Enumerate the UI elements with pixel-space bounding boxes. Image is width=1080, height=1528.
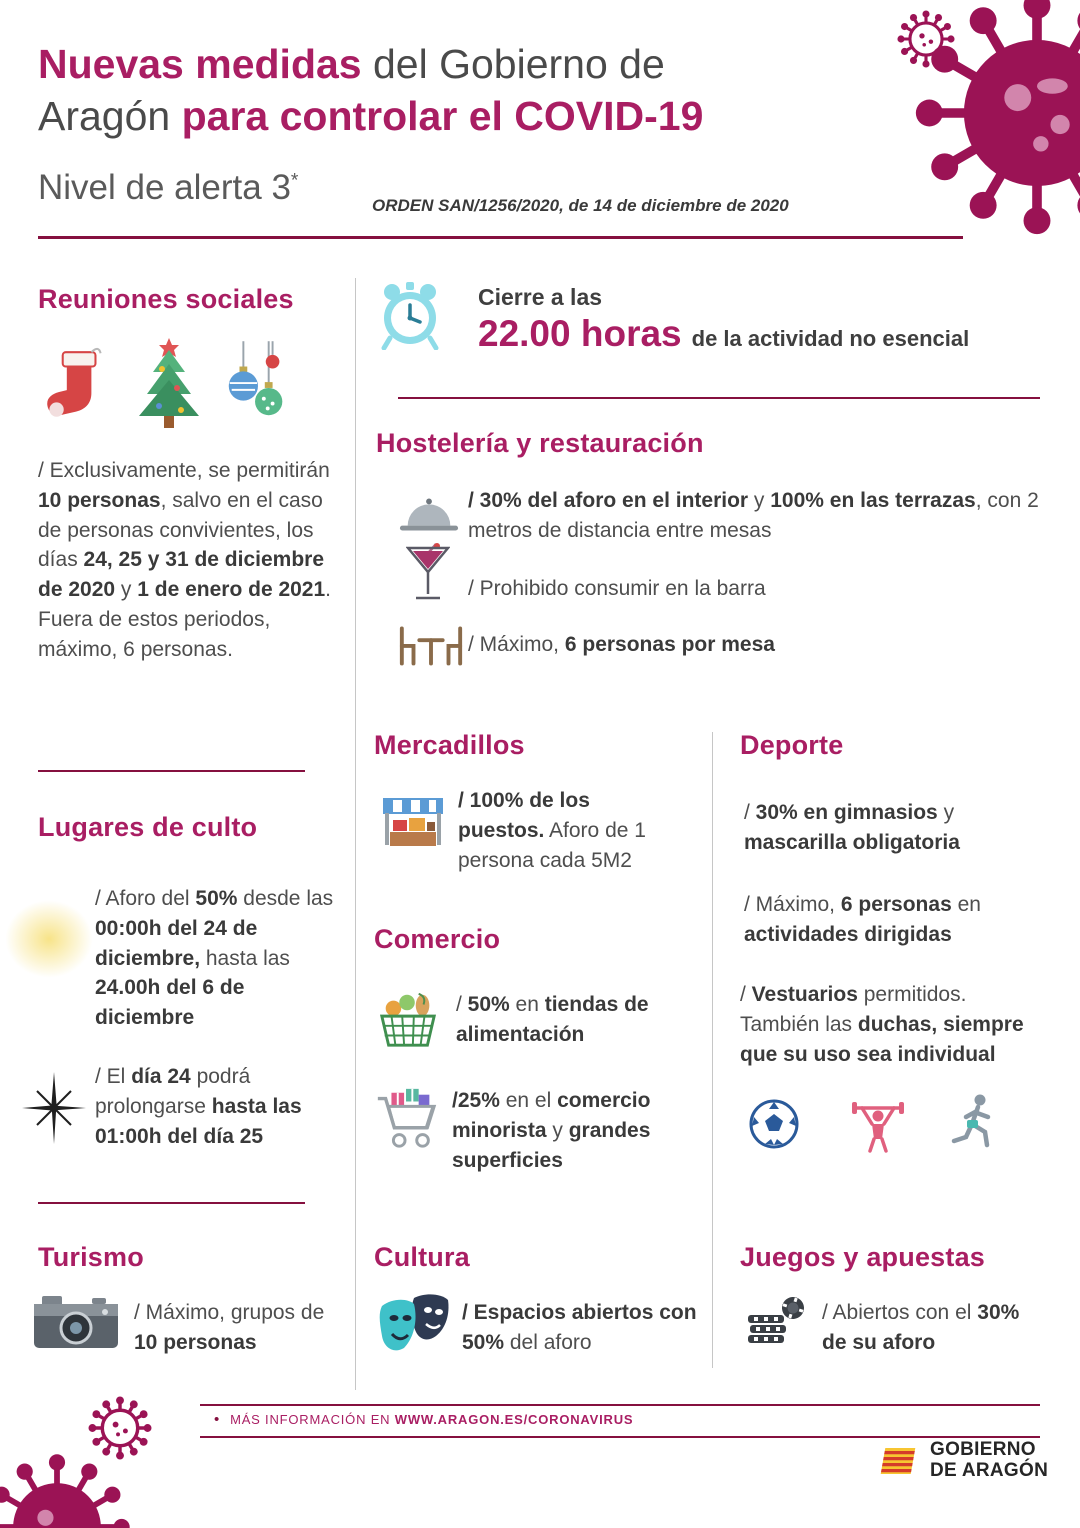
page-title-line2: Aragón para controlar el COVID-19	[38, 93, 704, 140]
poker-chips-icon	[742, 1294, 806, 1348]
closure-rest: de la actividad no esencial	[691, 326, 970, 351]
camera-icon	[32, 1292, 120, 1352]
ornaments-icon	[220, 340, 294, 432]
reuniones-text: / Exclusivamente, se permitirán 10 personas, salvo en el caso de personas convivientes, los días 24, 25 y 31 de diciembre de 2020 y 1 de enero de 2021. Fuera de estos periodos, máximo, 6 personas.	[38, 459, 332, 661]
closure-time: 22.00 horas	[478, 313, 682, 354]
christmas-tree-icon	[128, 336, 210, 432]
section-title-mercadillos: Mercadillos	[374, 730, 525, 760]
runner-icon	[946, 1092, 1000, 1152]
comercio-item: / 50% en tiendas de alimentación	[456, 993, 649, 1046]
cocktail-icon	[406, 542, 450, 604]
culto-item: / El día 24 podrá prolongarse hasta las 01:00h del día 25	[95, 1065, 302, 1148]
section-title-deporte: Deporte	[740, 730, 844, 760]
logo-text	[930, 1440, 1048, 1481]
closure-intro: Cierre a las	[478, 284, 603, 310]
mercadillos-item: / 100% de los puestos. Aforo de 1 persona cada 5M2	[458, 789, 646, 872]
section-title-comercio: Comercio	[374, 924, 501, 954]
page-title-line1: Nuevas medidas del Gobierno de	[38, 41, 665, 87]
divider	[712, 732, 713, 1368]
cloche-icon	[398, 492, 460, 538]
logo-line2: DE ARAGÓN	[930, 1459, 1049, 1481]
section-title-juegos: Juegos y apuestas	[740, 1242, 986, 1272]
section-title-turismo: Turismo	[38, 1242, 144, 1272]
glow-icon	[5, 900, 93, 978]
cultura-item: / Espacios abiertos con 50% del aforo	[462, 1301, 697, 1354]
logo-line1: GOBIERNO	[930, 1439, 1036, 1460]
section-title-culto: Lugares de culto	[38, 812, 258, 842]
alarm-clock-icon	[374, 278, 446, 350]
juegos-item: / Abiertos con el 30% de su aforo	[822, 1301, 1020, 1354]
virus-icon	[0, 1452, 132, 1528]
hosteleria-item: / Prohibido consumir en la barra	[468, 577, 766, 600]
footer-divider-top	[200, 1404, 1040, 1406]
alert-level	[38, 168, 298, 208]
soccer-ball-icon	[748, 1098, 800, 1150]
market-stall-icon	[380, 790, 446, 856]
divider	[398, 397, 1040, 399]
grocery-basket-icon	[376, 990, 440, 1050]
alert-level-text: Nivel de alerta 3	[38, 168, 291, 207]
stocking-icon	[44, 344, 106, 430]
section-title-hosteleria: Hostelería y restauración	[376, 428, 704, 458]
footer-info-prefix: MÁS INFORMACIÓN EN	[230, 1412, 395, 1427]
turismo-item: / Máximo, grupos de 10 personas	[134, 1301, 325, 1354]
deporte-item: / 30% en gimnasios y mascarilla obligatoria	[744, 801, 960, 854]
virus-icon	[912, 0, 1080, 238]
page-title	[38, 38, 898, 142]
header-divider	[38, 236, 963, 239]
divider	[38, 1202, 305, 1204]
gobierno-aragon-logo	[876, 1440, 1048, 1481]
comercio-item: /25% en el comercio minorista y grandes superficies	[452, 1089, 651, 1172]
theater-masks-icon	[376, 1292, 454, 1356]
divider	[355, 278, 356, 1390]
footer-info-url[interactable]: WWW.ARAGON.ES/CORONAVIRUS	[394, 1412, 634, 1427]
section-title-reuniones: Reuniones sociales	[38, 284, 294, 314]
shopping-cart-icon	[372, 1086, 442, 1152]
closure-banner	[478, 284, 1038, 355]
culto-item: / Aforo del 50% desde las 00:00h del 24 de diciembre, hasta las 24.00h del 6 de diciembre	[95, 887, 334, 1030]
section-title-cultura: Cultura	[374, 1242, 470, 1272]
hosteleria-item: / Máximo, 6 personas por mesa	[468, 633, 775, 656]
deporte-item: / Máximo, 6 personas en actividades dirigidas	[744, 893, 981, 946]
footer-divider-bottom	[200, 1436, 1040, 1438]
aragon-flag-icon	[876, 1444, 920, 1478]
hosteleria-item: / 30% del aforo en el interior y 100% en las terrazas, con 2 metros de distancia entre mesas	[468, 489, 1039, 542]
table-chairs-icon	[396, 624, 466, 666]
weightlifter-icon	[848, 1094, 908, 1154]
divider	[38, 770, 305, 772]
deporte-item: / Vestuarios permitidos. También las duchas, siempre que su uso sea individual	[740, 983, 1024, 1066]
alert-asterisk: *	[290, 170, 299, 192]
footer-bullet: •	[214, 1411, 221, 1428]
footer-info	[214, 1411, 633, 1428]
sparkle-icon	[22, 1072, 86, 1144]
virus-outline-icon	[88, 1396, 152, 1460]
order-reference: ORDEN SAN/1256/2020, de 14 de diciembre de 2020	[372, 196, 789, 215]
